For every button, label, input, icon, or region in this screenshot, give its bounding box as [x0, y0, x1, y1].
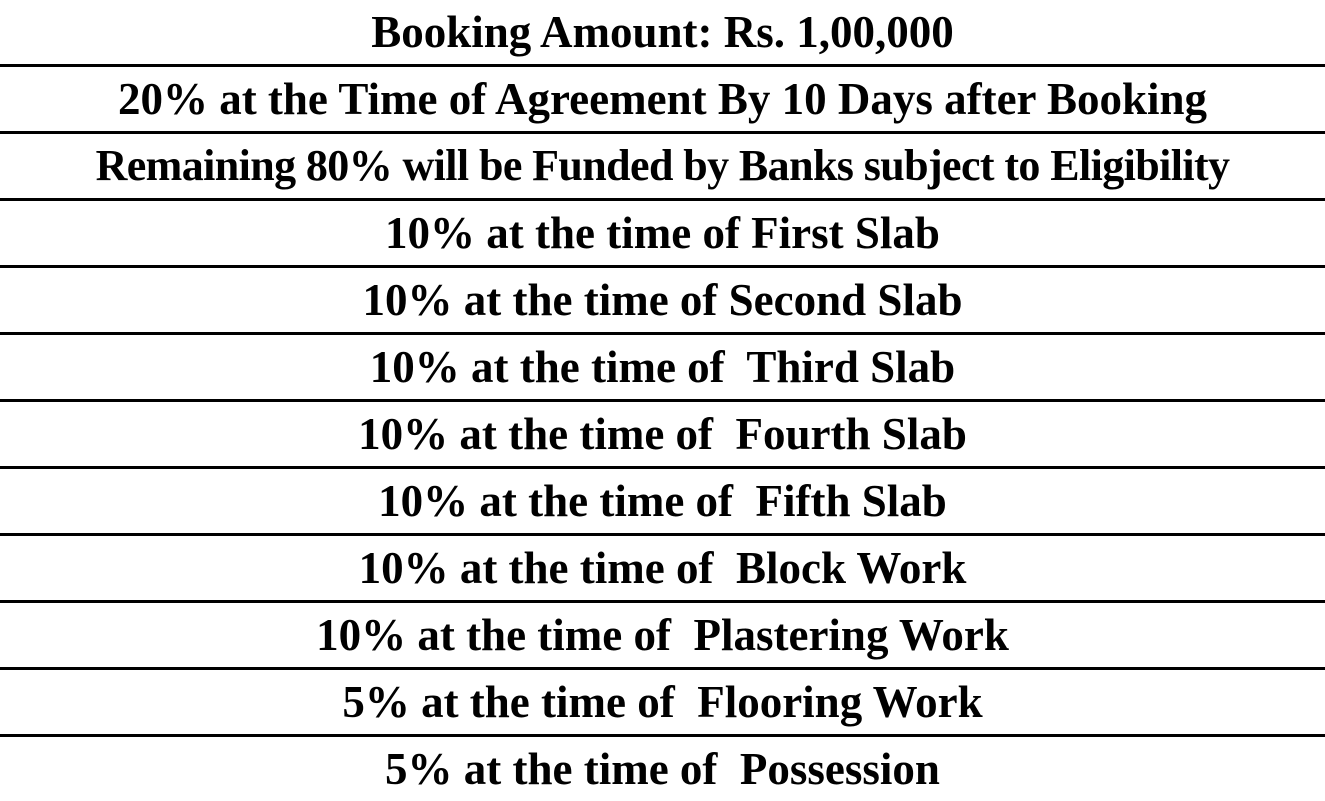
booking-amount-cell: Booking Amount: Rs. 1,00,000: [0, 0, 1325, 66]
table-row: [0, 602, 1325, 669]
table-row: [0, 200, 1325, 267]
block-work-cell: 10% at the time of Block Work: [0, 535, 1325, 602]
table-row: [0, 535, 1325, 602]
plastering-work-cell: 10% at the time of Plastering Work: [0, 602, 1325, 669]
table-row: [0, 133, 1325, 200]
third-slab-cell: 10% at the time of Third Slab: [0, 334, 1325, 401]
fourth-slab-cell: 10% at the time of Fourth Slab: [0, 401, 1325, 468]
agreement-payment-cell: 20% at the Time of Agreement By 10 Days after Booking: [0, 66, 1325, 133]
bank-funding-cell: Remaining 80% will be Funded by Banks subject to Eligibility: [0, 133, 1325, 200]
table-row: [0, 736, 1325, 801]
table-row: [0, 669, 1325, 736]
table-row: [0, 0, 1325, 66]
table-row: [0, 334, 1325, 401]
fifth-slab-cell: 10% at the time of Fifth Slab: [0, 468, 1325, 535]
table-row: [0, 267, 1325, 334]
table-row: [0, 66, 1325, 133]
possession-cell: 5% at the time of Possession: [0, 736, 1325, 801]
first-slab-cell: 10% at the time of First Slab: [0, 200, 1325, 267]
table-row: [0, 401, 1325, 468]
flooring-work-cell: 5% at the time of Flooring Work: [0, 669, 1325, 736]
table-row: [0, 468, 1325, 535]
second-slab-cell: 10% at the time of Second Slab: [0, 267, 1325, 334]
